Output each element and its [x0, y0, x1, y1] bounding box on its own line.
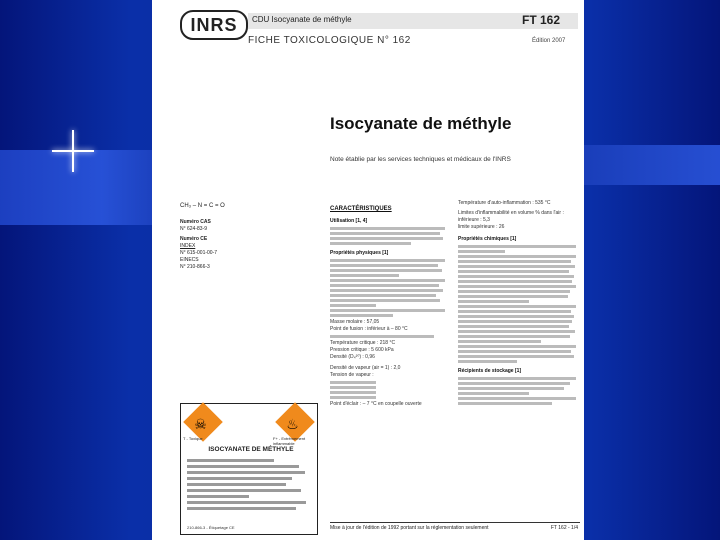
value-line: Température critique : 218 °C: [330, 340, 396, 346]
label-title: ISOCYANATE DE MÉTHYLE: [208, 446, 294, 453]
lower-limit: inférieure : 5,3: [458, 217, 490, 223]
upper-limit: limite supérieure : 26: [458, 224, 505, 230]
toxic-caption: T - Toxique: [183, 436, 203, 441]
author-note: Note établie par les services techniques et médicaux de l'INRS: [330, 156, 511, 163]
vapour-text: [330, 381, 445, 399]
cas-value: N° 624-83-9: [180, 226, 208, 232]
skull-icon: ☠: [194, 415, 207, 432]
chemical-formula: CH₃ – N = C = O: [180, 203, 225, 209]
value-line: Pression critique : 5 600 kPa: [330, 347, 394, 353]
physical-text: [330, 259, 445, 317]
main-title: Isocyanate de méthyle: [330, 114, 512, 133]
physical-heading: Propriétés physiques [1]: [330, 250, 389, 256]
page-number: FT 162 - 1/4: [550, 525, 578, 531]
page-footer: [330, 522, 580, 531]
chemical-column: [458, 200, 576, 407]
value-line: Densité de vapeur (air = 1) : 2,0: [330, 365, 401, 371]
einecs-value: N° 210-866-3: [180, 264, 210, 270]
einecs-label: EINECS: [180, 257, 199, 263]
ce-label: Numéro CE: [180, 236, 208, 242]
identifiers-sidebar: [180, 216, 276, 271]
value-line: Densité (D₄²⁰) : 0,96: [330, 354, 375, 360]
storage-text: [458, 377, 576, 405]
label-phrases: [187, 456, 311, 513]
chemical-heading: Propriétés chimiques [1]: [458, 236, 517, 242]
value-text: [330, 335, 445, 338]
value-line: Masse molaire : 57,05: [330, 319, 380, 325]
header-code: FT 162: [522, 13, 561, 27]
footer-text: Mise à jour de l'édition de 1992 portant sur la réglementation seulement: [330, 525, 489, 531]
header-doc-title: CDU Isocyanate de méthyle: [252, 15, 352, 24]
index-value: N° 615-001-00-7: [180, 250, 218, 256]
background-band-left: [0, 150, 170, 225]
inrs-logo: INRS: [180, 10, 248, 40]
background-band-right: [570, 145, 720, 185]
usage-text: [330, 227, 445, 245]
flammable-caption: F+ - Extrêmement inflammable: [273, 436, 306, 446]
header-subtitle: FICHE TOXICOLOGIQUE N° 162: [248, 35, 411, 46]
flammability-line: Limites d'inflammabilité en volume % dans l'air :: [458, 210, 564, 216]
chemical-text: [458, 245, 576, 363]
value-line: Tension de vapeur :: [330, 372, 374, 378]
header-edition: Édition 2007: [532, 38, 566, 44]
usage-heading: Utilisation [1, 4]: [330, 218, 368, 224]
sparkle-icon: [62, 140, 84, 162]
value-line: Point d'éclair : – 7 °C en coupelle ouverte: [330, 401, 422, 407]
label-footer: 210-866-3 - Étiquetage CE: [187, 525, 235, 530]
characteristics-column: [330, 206, 445, 408]
document-page: [152, 0, 584, 540]
characteristics-heading: CARACTÉRISTIQUES: [330, 206, 392, 212]
hazard-label: [180, 403, 318, 535]
cas-label: Numéro CAS: [180, 219, 211, 225]
autoignition-line: Température d'auto-inflammation : 535 °C: [458, 200, 551, 206]
flame-icon: ♨: [286, 415, 299, 432]
index-label: INDEX: [180, 243, 196, 249]
storage-heading: Récipients de stockage [1]: [458, 368, 522, 374]
value-line: Point de fusion : inférieur à – 80 °C: [330, 326, 408, 332]
